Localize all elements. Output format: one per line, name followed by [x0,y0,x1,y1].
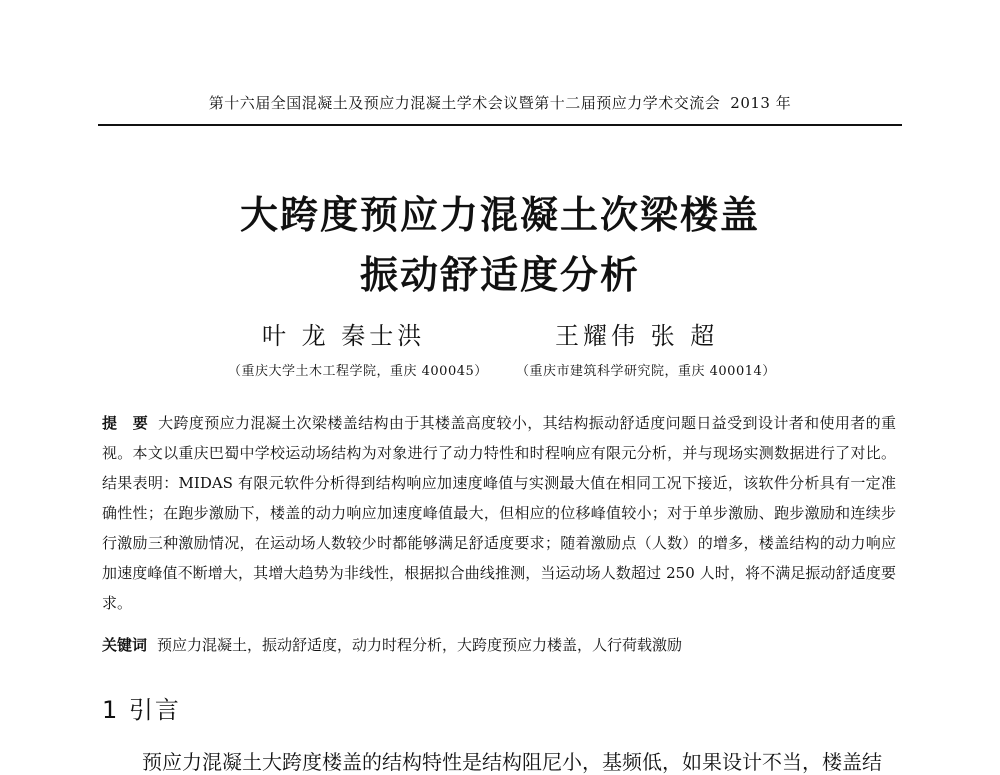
affiliation-2: （重庆市建筑科学研究院，重庆 400014） [516,364,776,379]
author-group-1: 叶 龙 秦士洪 [262,322,426,350]
running-header [98,92,902,113]
keywords [102,634,896,655]
header-rule [98,124,902,126]
abstract-label: 提 要 [102,414,149,432]
keywords-label: 关键词 [102,636,148,654]
paper-title-line-2: 振动舒适度分析 [359,253,640,297]
section-heading: 1 引言 [102,696,181,724]
abstract [102,408,896,618]
keywords-text: 预应力混凝土，振动舒适度，动力时程分析，大跨度预应力楼盖，人行荷载激励 [157,636,683,654]
conference-year: 2013 年 [730,94,792,112]
author-group-2: 王耀伟 张 超 [555,322,719,350]
conference-name: 第十六届全国混凝土及预应力混凝土学术会议暨第十二届预应力学术交流会 [208,94,721,112]
affiliation-1: （重庆大学土木工程学院，重庆 400045） [228,364,488,379]
abstract-text: 大跨度预应力混凝土次梁楼盖结构由于其楼盖高度较小，其结构振动舒适度问题日益受到设计者和使用者的重视。本文以重庆巴蜀中学校运动场结构为对象进行了动力特性和时程响应有限元分析，并与现场实测数据进行了对比。结果表明：MIDAS 有限元软件分析得到结构响应加速度峰值与实测最大值在相同工况下接近，该软件分析具有一定准确性性；在跑步激励下，楼盖的动力响应加速度峰值最大，但相应的位移峰值较小；对于单步激励、跑步激励和连续步行激励三种激励情况，在运动场人数较少时都能够满足舒适度要求；随着激励点（人数）的增多，楼盖结构的动力响应加速度峰值不断增大，其增大趋势为非线性，根据拟合曲线推测，当运动场人数超过 250 人时，将不满足振动舒适度要求。 [102,414,896,612]
paper-title-line-1: 大跨度预应力混凝土次梁楼盖 [239,193,760,237]
body-paragraph: 预应力混凝土大跨度楼盖的结构特性是结构阻尼小，基频低，如果设计不当，楼盖结 [142,750,882,774]
